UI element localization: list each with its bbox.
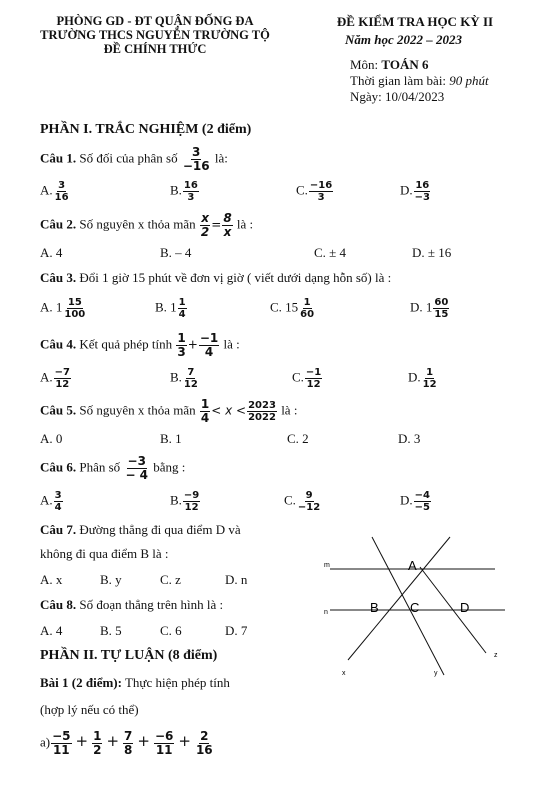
question-7-line2: không đi qua điểm B là : <box>40 546 169 561</box>
label-y: y <box>434 670 438 677</box>
q2-option-c[interactable]: C. ± 4 <box>314 245 347 260</box>
label-m: m <box>324 562 330 569</box>
official-label: ĐỀ CHÍNH THỨC <box>103 42 207 56</box>
label-x: x <box>342 670 346 677</box>
q5-option-b[interactable]: B. 1 <box>160 431 182 446</box>
point-b: B <box>370 600 379 615</box>
label-z: z <box>494 652 498 659</box>
q4-option-a[interactable]: A. $\frac{-7}{12}$ <box>40 367 70 390</box>
question-3: Câu 3. Đổi 1 giờ 15 phút về đơn vị giờ ( viết dưới dạng hỗn số) là : <box>40 270 392 285</box>
exam-date: Ngày: 10/04/2023 <box>350 89 445 104</box>
geometry-figure <box>310 525 520 680</box>
q4-option-d[interactable]: D. $\frac{1}{12}$ <box>408 367 437 390</box>
header-left <box>40 14 270 56</box>
q1-text: Số đối của phân số <box>76 150 181 166</box>
q6-option-c[interactable]: C. $\frac{9}{-12}$ <box>284 490 321 513</box>
point-c: C <box>410 600 420 615</box>
label-n: n <box>324 609 328 616</box>
time-line <box>350 73 489 89</box>
q8-option-a[interactable]: A. 4 <box>40 623 63 638</box>
q1-option-c[interactable]: C. $\frac{-16}{3}$ <box>296 180 333 203</box>
q1-fraction: $\frac{3}{-16}$ <box>182 145 210 173</box>
school-year: Năm học 2022 – 2023 <box>345 32 462 47</box>
question-1: Câu 1. Số đối của phân số $\frac{3}{-16}$ là: <box>40 145 228 173</box>
subject-label: Môn: <box>350 57 382 72</box>
exam-title: ĐỀ KIỂM TRA HỌC KỲ II <box>336 14 494 29</box>
q2-option-a[interactable]: A. 4 <box>40 245 63 260</box>
q3-option-d[interactable]: D. 1 $\frac{60}{15}$ <box>410 297 449 320</box>
q7-option-c[interactable]: C. z <box>160 572 181 587</box>
point-d: D <box>460 600 470 615</box>
part2-title: PHẦN II. TỰ LUẬN (8 điểm) <box>40 648 218 663</box>
q7-option-d[interactable]: D. n <box>225 572 248 587</box>
question-8: Câu 8. Số đoạn thẳng trên hình là : <box>40 597 224 612</box>
q1-label: Câu 1. <box>40 150 77 166</box>
subject-name: TOÁN 6 <box>381 57 429 72</box>
question-6: Câu 6. Phân số $\frac{-3}{- 4}$ bằng : <box>40 454 186 482</box>
q1-option-b[interactable]: B. $\frac{16}{3}$ <box>170 180 198 203</box>
department-name: PHÒNG GD - ĐT QUẬN ĐỐNG ĐA <box>56 14 254 28</box>
q5-option-c[interactable]: C. 2 <box>287 431 309 446</box>
q4-option-c[interactable]: C. $\frac{-1}{12}$ <box>292 367 322 390</box>
school-name: TRƯỜNG THCS NGUYỄN TRƯỜNG TỘ <box>40 28 270 42</box>
bai1-expression-a: a) $\frac{-5}{11}$ + $\frac{1}{2}$ + $\frac{7}{8}$ + $\frac{-6}{11}$ + $\frac{2}{16}$ <box>40 729 213 757</box>
q1-option-a[interactable]: A. $\frac{3}{16}$ <box>40 180 69 203</box>
q1-option-d[interactable]: D. $\frac{16}{-3}$ <box>400 180 430 203</box>
q2-option-d[interactable]: D. ± 16 <box>412 245 452 260</box>
subject-line <box>350 57 429 73</box>
q6-option-a[interactable]: A. $\frac{3}{4}$ <box>40 490 62 513</box>
q4-option-b[interactable]: B. $\frac{7}{12}$ <box>170 367 198 390</box>
part1-title: PHẦN I. TRẮC NGHIỆM (2 điểm) <box>40 122 252 137</box>
q6-option-d[interactable]: D. $\frac{-4}{-5}$ <box>400 490 430 513</box>
q2-option-b[interactable]: B. – 4 <box>160 245 192 260</box>
q6-option-b[interactable]: B. $\frac{-9}{12}$ <box>170 490 200 513</box>
q3-option-c[interactable]: C. 15 $\frac{1}{60}$ <box>270 297 315 320</box>
q5-option-d[interactable]: D. 3 <box>398 431 421 446</box>
q3-option-a[interactable]: A. 1 $\frac{15}{100}$ <box>40 297 86 320</box>
question-7: Câu 7. Đường thẳng đi qua điểm D và <box>40 522 241 537</box>
time-value: 90 phút <box>449 73 489 88</box>
q8-option-d[interactable]: D. 7 <box>225 623 248 638</box>
q5-option-a[interactable]: A. 0 <box>40 431 63 446</box>
q7-option-b[interactable]: B. y <box>100 572 122 587</box>
question-2: Câu 2. Số nguyên x thỏa mãn $\frac{x}{2}$ = $\frac{8}{x}$ là : <box>40 211 254 239</box>
q8-option-b[interactable]: B. 5 <box>100 623 122 638</box>
time-label: Thời gian làm bài: <box>350 73 450 88</box>
bai1-note: (hợp lý nếu có thể) <box>40 702 139 717</box>
q3-option-b[interactable]: B. 1 $\frac{1}{4}$ <box>155 297 186 320</box>
bai1-heading: Bài 1 (2 điểm): Thực hiện phép tính <box>40 675 230 690</box>
point-a: A <box>408 558 417 573</box>
line-x <box>348 537 450 660</box>
q8-option-c[interactable]: C. 6 <box>160 623 182 638</box>
q7-option-a[interactable]: A. x <box>40 572 63 587</box>
question-5: Câu 5. Số nguyên x thỏa mãn $\frac{1}{4}$ < x < $\frac{2023}{2022}$ là : <box>40 397 298 425</box>
question-4: Câu 4. Kết quả phép tính $\frac{1}{3}$ + $\frac{-1}{4}$ là : <box>40 331 240 359</box>
